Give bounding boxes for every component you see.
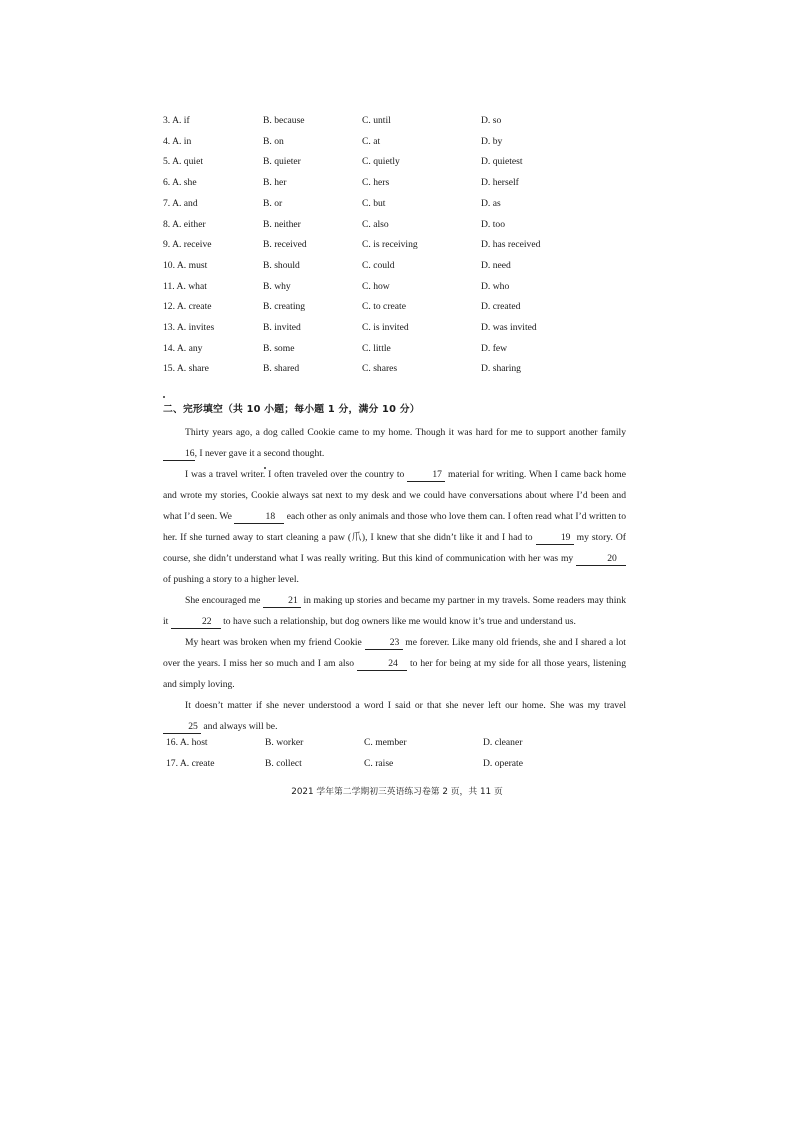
option-d: [481, 261, 511, 271]
option-text: C. quietly: [362, 156, 400, 168]
option-d: [481, 240, 540, 250]
option-text: A. invites: [176, 322, 215, 333]
option-b: [263, 364, 299, 374]
option-b: [263, 323, 301, 333]
option-text: B. quieter: [263, 156, 301, 168]
option-text: B. neither: [263, 218, 301, 230]
scan-speck: [163, 396, 165, 398]
option-text: A. create: [176, 301, 212, 313]
option-d: [483, 759, 523, 769]
question-number: 12.: [163, 301, 175, 313]
option-a: [166, 738, 208, 748]
option-row: [0, 199, 794, 213]
passage-text: to her for being at my side for all those years, listening and simply loving.: [163, 658, 627, 690]
passage-text: me forever. Like many old friends, she and I shared a lot over the years. I miss her so much and I am also: [163, 637, 626, 669]
question-number: 4.: [163, 135, 171, 147]
option-text: B. creating: [263, 301, 306, 313]
question-number: 6.: [163, 177, 171, 189]
option-text: A. quiet: [172, 156, 203, 168]
option-a: [163, 157, 203, 167]
option-text: B. shared: [263, 363, 300, 375]
option-text: D. need: [481, 259, 511, 271]
option-row: [0, 302, 794, 316]
option-d: [481, 344, 507, 354]
option-row: [0, 282, 794, 296]
option-text: C. to create: [362, 301, 406, 313]
option-text: A. must: [176, 259, 208, 271]
option-text: B. on: [263, 135, 284, 147]
option-b: [263, 199, 282, 209]
option-row: [0, 116, 794, 130]
blank-18: 18: [234, 511, 284, 524]
option-text: B. invited: [263, 322, 301, 333]
option-c: [362, 220, 389, 230]
cloze-option-row: [0, 738, 794, 752]
option-row: [0, 178, 794, 192]
option-a: [163, 199, 198, 209]
option-text: D. so: [481, 115, 502, 126]
option-text: B. her: [263, 177, 287, 189]
blank-24: 24: [357, 658, 407, 671]
passage-text: Thirty years ago, a dog called Cookie came to my home. Though it was hard for me to support another family: [185, 427, 626, 438]
passage-text: material for writing. When I came back home and wrote my stories, Cookie always sat next to my desk and we could have conversations about where I’d been and what I’d seen. We: [163, 469, 626, 522]
option-row: [0, 137, 794, 151]
question-number: 10.: [163, 259, 175, 271]
option-c: [362, 157, 400, 167]
option-b: [263, 220, 301, 230]
option-c: [362, 178, 389, 188]
option-text: A. share: [176, 363, 209, 375]
passage-text: each other as only animals and those who love them can. I often read what I’d written to her. If she turned away to start cleaning a paw (爪), I knew that she didn’t like it and I had to: [163, 511, 626, 543]
option-b: [263, 344, 294, 354]
option-text: D. created: [481, 301, 521, 313]
option-a: [163, 282, 207, 292]
option-b: [263, 116, 305, 126]
option-row: [0, 344, 794, 358]
option-a: [163, 302, 212, 312]
option-text: D. herself: [481, 177, 519, 189]
option-text: D. cleaner: [483, 737, 523, 748]
option-text: A. in: [172, 135, 192, 147]
option-c: [362, 364, 397, 374]
option-text: D. as: [481, 197, 501, 209]
option-d: [481, 220, 505, 230]
passage-text: my story. Of course, she didn’t understand what I was really writing. But this kind of communication with her was my: [163, 532, 626, 564]
option-b: [263, 178, 286, 188]
option-row: [0, 240, 794, 254]
option-text: A. host: [179, 737, 208, 748]
passage-text: My heart was broken when my friend Cookie: [185, 637, 365, 648]
option-c: [362, 116, 391, 126]
question-number: 9.: [163, 239, 171, 251]
passage-paragraph: [163, 422, 626, 464]
option-b: [263, 157, 301, 167]
option-text: D. quietest: [481, 156, 523, 168]
option-text: A. if: [172, 115, 190, 126]
option-text: B. some: [263, 342, 295, 354]
option-c: [362, 323, 409, 333]
blank-25: 25: [163, 721, 201, 734]
option-a: [163, 220, 206, 230]
option-text: C. how: [362, 280, 390, 292]
option-d: [481, 157, 523, 167]
passage-paragraph: [163, 464, 626, 590]
question-number: 14.: [163, 342, 175, 354]
option-a: [163, 116, 190, 126]
option-b: [263, 137, 284, 147]
option-text: A. she: [172, 177, 197, 189]
option-text: C. member: [364, 737, 407, 748]
blank-19: 19: [536, 532, 574, 545]
question-number: 5.: [163, 156, 171, 168]
option-c: [362, 344, 391, 354]
passage-text: of pushing a story to a higher level.: [163, 574, 299, 585]
option-text: C. raise: [364, 758, 394, 769]
passage-text: She encouraged me: [185, 595, 263, 606]
option-d: [481, 178, 519, 188]
option-row: [0, 323, 794, 337]
blank-20: 20: [576, 553, 626, 566]
option-a: [163, 323, 214, 333]
option-text: A. any: [176, 342, 203, 354]
option-d: [481, 323, 537, 333]
option-c: [362, 261, 395, 271]
blank-23: 23: [365, 637, 403, 650]
option-text: B. should: [263, 259, 300, 271]
option-row: [0, 261, 794, 275]
option-text: B. received: [263, 239, 307, 251]
question-number: 16.: [166, 737, 178, 748]
option-text: A. and: [172, 197, 198, 209]
option-a: [163, 137, 191, 147]
option-text: D. too: [481, 218, 505, 230]
blank-16: 16: [163, 448, 195, 461]
option-row: [0, 157, 794, 171]
option-text: B. or: [263, 197, 283, 209]
option-text: C. hers: [362, 177, 390, 189]
option-text: D. operate: [483, 758, 523, 769]
option-d: [481, 116, 501, 126]
option-text: B. worker: [265, 737, 304, 748]
option-text: A. what: [176, 280, 207, 292]
option-text: C. could: [362, 259, 395, 271]
option-text: C. also: [362, 218, 389, 230]
option-row: [0, 220, 794, 234]
option-a: [163, 178, 197, 188]
option-text: A. receive: [172, 239, 212, 251]
passage-text: , I never gave it a second thought.: [194, 448, 325, 459]
option-b: [265, 738, 303, 748]
passage-text: and always will be.: [201, 721, 278, 732]
option-text: B. collect: [265, 758, 302, 769]
question-number: 8.: [163, 218, 171, 230]
passage-paragraph: [163, 590, 626, 632]
option-text: C. but: [362, 197, 386, 209]
option-a: [163, 240, 212, 250]
option-a: [163, 364, 209, 374]
option-a: [163, 261, 207, 271]
option-text: B. why: [263, 280, 291, 292]
option-text: D. has received: [481, 239, 541, 251]
option-row: [0, 364, 794, 378]
option-text: C. at: [362, 135, 381, 147]
option-text: C. is invited: [362, 322, 409, 333]
blank-17: 17: [407, 469, 445, 482]
option-b: [265, 759, 302, 769]
option-d: [481, 302, 520, 312]
question-number: 3.: [163, 115, 171, 126]
option-text: C. little: [362, 342, 391, 354]
scan-speck: [264, 467, 266, 469]
option-c: [362, 240, 418, 250]
option-text: D. by: [481, 135, 503, 147]
option-c: [364, 759, 393, 769]
passage-text: It doesn’t matter if she never understood a word I said or that she never left our home. She was my travel: [185, 700, 626, 711]
option-c: [364, 738, 407, 748]
option-b: [263, 240, 307, 250]
option-text: C. shares: [362, 363, 398, 375]
option-b: [263, 261, 300, 271]
passage-text: to have such a relationship, but dog owners like me would know it’s true and understand us.: [220, 616, 576, 627]
option-d: [481, 282, 509, 292]
question-number: 7.: [163, 197, 171, 209]
option-text: D. few: [481, 342, 508, 354]
option-text: A. create: [179, 758, 215, 769]
question-number: 15.: [163, 363, 175, 375]
passage-paragraph: [163, 695, 626, 737]
option-b: [263, 302, 305, 312]
question-number: 13.: [163, 322, 175, 333]
passage-text: I was a travel writer. I often traveled over the country to: [185, 469, 408, 480]
option-c: [362, 302, 406, 312]
option-b: [263, 282, 291, 292]
option-text: A. either: [172, 218, 206, 230]
option-text: C. until: [362, 115, 391, 126]
option-text: B. because: [263, 115, 305, 126]
section-title: 二、完形填空（共 10 小题；每小题 1 分，满分 10 分）: [163, 404, 420, 415]
question-number: 17.: [166, 758, 178, 769]
cloze-option-row: [0, 759, 794, 773]
blank-21: 21: [263, 595, 301, 608]
question-number: 11.: [163, 280, 175, 292]
passage-text: in making up stories and became my partner in my travels. Some readers may think it: [163, 595, 626, 627]
option-d: [481, 137, 502, 147]
option-d: [483, 738, 522, 748]
option-text: D. who: [481, 280, 510, 292]
option-text: C. is receiving: [362, 239, 418, 251]
option-text: D. was invited: [481, 322, 537, 333]
option-a: [163, 344, 202, 354]
option-d: [481, 364, 521, 374]
option-c: [362, 199, 385, 209]
option-d: [481, 199, 501, 209]
cloze-passage: [163, 422, 626, 737]
option-a: [166, 759, 215, 769]
blank-22: 22: [171, 616, 221, 629]
option-c: [362, 282, 390, 292]
passage-paragraph: [163, 632, 626, 695]
option-c: [362, 137, 380, 147]
option-text: D. sharing: [481, 363, 521, 375]
page-footer: 2021 学年第二学期初三英语练习卷第 2 页，共 11 页: [291, 787, 503, 797]
